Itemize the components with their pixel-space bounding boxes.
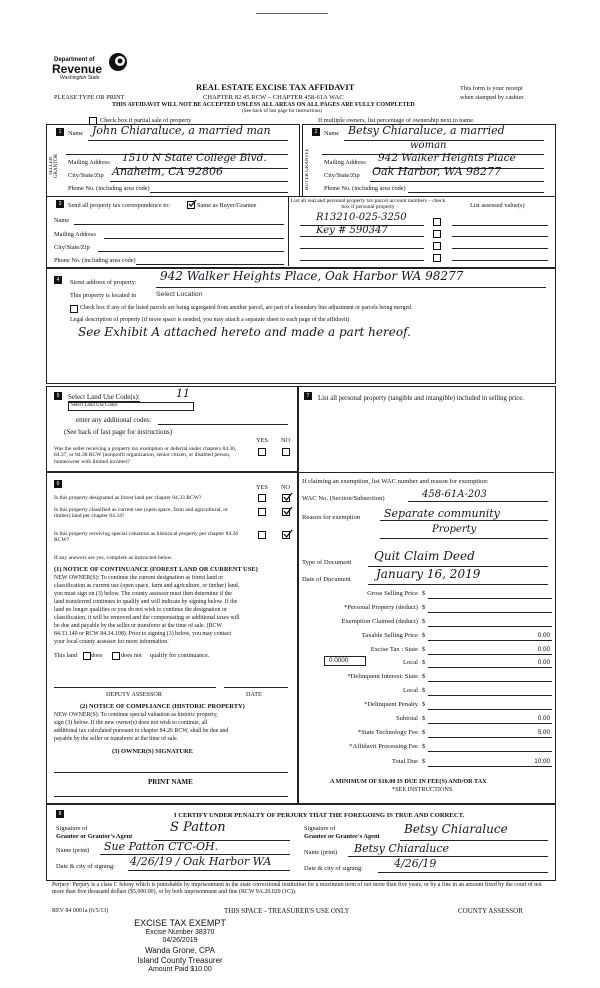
doc-date[interactable]: January 16, 2019 (376, 567, 481, 581)
tax-row-label: *Delinquent Interest: State (347, 673, 418, 680)
claim-exemption-label: If claiming an exemption, list WAC number and reason for exemption: (302, 478, 489, 485)
send-correspondence-label: Send all property tax correspondence to: (68, 202, 170, 209)
forest-q2: Is this property classified as current use (open space, farm and agricultural, or timber) land per chapter 84.34? (54, 507, 228, 520)
minimum-due-note: A MINIMUM OF $10.00 IS DUE IN FEE(S) AND/OR TAX (330, 778, 487, 785)
segregated-label: Check box if any of the listed parcels are being segregated from another parcel, are part of a boundary line adjustment or parcels being merged. (80, 305, 413, 311)
currency-sign: $ (422, 715, 426, 722)
local-rate-box[interactable] (324, 656, 366, 666)
dept-line3: Washington State (60, 75, 100, 81)
forest-q1-no-checkbox[interactable] (282, 494, 290, 502)
grantor-print-name[interactable]: Sue Patton CTC-OH. (104, 840, 219, 853)
tax-row-label: *Delinquent Penalty (363, 701, 418, 708)
tax-row-value[interactable]: 0.00 (537, 715, 550, 722)
currency-sign: $ (422, 673, 426, 680)
form-chapter: CHAPTER 82.45 RCW – CHAPTER 458-61A WAC (203, 94, 344, 101)
personal-property-label: List all personal property (tangible and intangible) included in selling price. (318, 395, 524, 402)
notice1-line-4: land transferred continues to qualify and will indicate by signing below. If the (54, 599, 238, 605)
tax-row-label: Local (402, 659, 418, 666)
forest-yes: YES (256, 484, 268, 491)
currency-sign: $ (422, 729, 426, 736)
county-assessor-label: COUNTY ASSESSOR (458, 907, 523, 915)
tax-row-label: Local (402, 687, 418, 694)
notice1-line-7: be due and payable by the seller or transferor at the time of sale. (RCW (54, 623, 222, 629)
grantee-signature[interactable]: Betsy Chiaraluce (404, 822, 508, 836)
corr-city-label: City/State/Zip (54, 244, 90, 251)
forest-q2-yes-checkbox[interactable] (258, 508, 266, 516)
street-label: Street address of property: (70, 279, 137, 286)
tax-row-value[interactable]: 0.00 (537, 659, 550, 666)
forest-no: NO (281, 484, 291, 491)
currency-sign: $ (422, 743, 426, 750)
notice1-line-2: classification as current use (open space, farm and agriculture, or timber) land, (54, 583, 240, 589)
form-revision: REV 84 0001a (6/5/13) (52, 908, 109, 914)
grantor-date-city[interactable]: 4/26/19 / Oak Harbor WA (130, 855, 272, 868)
checkmark-icon (283, 492, 293, 502)
parcel-4-personal-checkbox[interactable] (433, 254, 441, 262)
legal-label: Legal description of property (if more space is needed, you may attach a separate sheet to each page of the affidavit) (70, 317, 350, 323)
notice1-line-1: NEW OWNER(S): To continue the current designation as forest land or (54, 575, 224, 581)
tax-row-value[interactable]: 10.00 (534, 758, 550, 765)
land-use-label: Select Land Use Code(s): (68, 393, 140, 401)
seller-phone-label: Phone No. (including area code) (68, 185, 150, 192)
sig-grantor-label1: Signature of (56, 825, 88, 832)
certify-statement: I CERTIFY UNDER PENALTY OF PERJURY THAT THE FOREGOING IS TRUE AND CORRECT. (174, 812, 465, 819)
checkmark-icon (188, 199, 197, 208)
tax-row-label: *Affidavit Processing Fee (349, 743, 418, 750)
this-land-label: This land (54, 652, 78, 659)
deputy-assessor-label: DEPUTY ASSESSOR (106, 691, 162, 698)
parcel-2-personal-checkbox[interactable] (433, 230, 441, 238)
land-use-yes: YES (256, 437, 268, 444)
doc-type[interactable]: Quit Claim Deed (374, 549, 475, 563)
parcel-3-personal-checkbox[interactable] (433, 242, 441, 250)
form-warning: THIS AFFIDAVIT WILL NOT BE ACCEPTED UNLESS ALL AREAS ON ALL PAGES ARE FULLY COMPLETED (112, 102, 415, 108)
treasurer-stamp (120, 918, 240, 980)
form-instructions: (See back of last page for instructions) (242, 108, 323, 114)
currency-sign: $ (422, 632, 426, 639)
perjury-note: Perjury: Perjury is a class C felony which is punishable by imprisonment in the state correctional institution for a maximum term of not more than five years, or by a fine in an amount fixed by the court of not more than five thousand dollars ($5,000.00), or by both imprisonment and fine (RCW 9A.20.020 (1C)). (52, 882, 542, 895)
seller-mailing[interactable]: 1510 N State College Blvd. (122, 152, 267, 164)
see-instructions-note: *SEE INSTRUCTIONS (392, 786, 453, 793)
notice2-line-3: additional tax calculated pursuant to chapter 84.26 RCW, shall be due and (54, 728, 229, 734)
segregated-checkbox[interactable] (70, 305, 78, 313)
notice2-line-4: payable by the seller or transferor at the time of sale. (54, 736, 179, 742)
seller-name[interactable]: John Chiaraluce, a married man (92, 124, 271, 137)
buyer-mailing[interactable]: 942 Walker Heights Place (378, 152, 516, 164)
buyer-mailing-label: Mailing Address (324, 159, 366, 166)
seller-mailing-label: Mailing Address (68, 159, 110, 166)
currency-sign: $ (422, 758, 426, 765)
tax-row-label: Exemption Claimed (deduct) (341, 618, 418, 625)
reason-line1[interactable]: Separate community (384, 507, 500, 520)
wac-label: WAC No. (Section/Subsection) (302, 495, 385, 502)
tax-row-value[interactable]: 0.00 (537, 646, 550, 653)
does-label: does (91, 652, 103, 659)
see-back-label: (See back of last page for instructions) (64, 428, 173, 436)
forest-q1-yes-checkbox[interactable] (258, 494, 266, 502)
tax-row-label: Subtotal (396, 715, 418, 722)
stamp-line4: Wanda Grone, CPA (145, 946, 215, 955)
additional-codes-label: enter any additional codes: (76, 416, 152, 424)
currency-sign: $ (422, 687, 426, 694)
same-as-buyer-checkbox[interactable] (187, 201, 195, 209)
exemption-question: Was the seller receiving a property tax exemption or deferral under chapters 84.36, 84.37, or 84.38 RCW (nonprofit organization, senior citizen, or disabled person, homeowner with limited income)? (54, 446, 237, 465)
currency-sign: $ (422, 590, 426, 597)
tax-row-value[interactable]: 5.00 (537, 729, 550, 736)
buyer-name-line2[interactable]: woman (410, 140, 447, 151)
tax-row-value[interactable]: 0.00 (537, 632, 550, 639)
parcel-number-2[interactable]: Key # 590347 (316, 225, 388, 236)
department-logo (52, 50, 132, 88)
tax-row-label: *State Technology Fee (357, 729, 418, 736)
tax-row-label: Taxable Selling Price (361, 632, 418, 639)
checkmark-icon (283, 506, 293, 516)
parcel-header: List all real and personal property tax parcel account numbers – check box if personal property (290, 198, 446, 211)
parcel-1-personal-checkbox[interactable] (433, 218, 441, 226)
legal-description[interactable]: See Exhibit A attached hereto and made a part hereof. (78, 325, 411, 339)
doc-type-label: Type of Document (302, 559, 352, 566)
section-7-number: 7 (304, 392, 312, 400)
notice1-line-3: you must sign on (3) below. The county assessor must then determine if the (54, 591, 232, 597)
grantee-date[interactable]: 4/26/19 (394, 857, 437, 870)
grantee-date-label: Date & city of signing: (304, 865, 363, 872)
seller-side-label: SELLER GRANTOR (49, 153, 59, 179)
grantee-print-label: Name (print) (304, 849, 338, 856)
notice2-line-2: sign (3) below. If the new owner(s) does not wish to continue, all (54, 720, 208, 726)
notice1-line-5: land no longer qualifies or you do not wish to continue the designation or (54, 607, 227, 613)
seller-name-label: Name (68, 130, 84, 137)
seller-city-label: City/State/Zip (68, 172, 104, 179)
deputy-date-label: DATE (246, 691, 262, 698)
section-1-number: 1 (56, 128, 64, 136)
tax-row-label: Excise Tax : State (370, 646, 418, 653)
section-3-number: 3 (56, 200, 64, 208)
form-title: REAL ESTATE EXCISE TAX AFFIDAVIT (196, 82, 355, 92)
forest-q2-no-checkbox[interactable] (282, 508, 290, 516)
location-select[interactable]: Select Location (156, 291, 203, 298)
seller-city[interactable]: Anaheim, CA 92806 (112, 165, 223, 178)
currency-sign: $ (422, 659, 426, 666)
corr-name-label: Name (54, 217, 70, 224)
forest-q1: Is this property designated as forest land per chapter 84.33 RCW? (54, 495, 202, 501)
wac-number[interactable]: 458-61A-203 (422, 489, 487, 500)
does-not-label: does not (121, 652, 142, 659)
section-8-number: 8 (56, 810, 64, 818)
grantee-print-name[interactable]: Betsy Chiaraluce (354, 842, 450, 855)
stamp-line2: Excise Number 38370 (145, 929, 215, 936)
exemption-no-checkbox[interactable] (282, 448, 290, 456)
sig-grantee-label2: Grantee or Grantee's Agent (304, 833, 380, 840)
located-label: This property is located in (70, 292, 137, 299)
scan-mark (256, 13, 328, 14)
buyer-phone-label: Phone No. (including area code) (324, 185, 406, 192)
notice1-line-8: 84.33.140 or RCW 84.34.108). Prior to signing (3) below, you may contact (54, 631, 232, 637)
stamp-line6: Amount Paid $10.00 (148, 966, 212, 973)
land-use-select-label: Select Land Use Codes (71, 403, 118, 408)
cashier-note2: when stamped by cashier. (460, 94, 525, 101)
owner-signature-label: (3) OWNER(S) SIGNATURE (112, 748, 193, 755)
sig-grantee-label1: Signature of (304, 825, 336, 832)
qualify-label: qualify for continuance. (150, 652, 210, 659)
land-use-no: NO (281, 437, 291, 444)
parcel-number-1[interactable]: R13210-025-3250 (316, 212, 407, 223)
stamp-line3: 04/26/2019 (162, 937, 198, 944)
exemption-yes-checkbox[interactable] (258, 448, 266, 456)
notice2-line-1: NEW OWNER(S): To continue special valuation as historic property, (54, 712, 218, 718)
same-as-buyer-label: Same as Buyer/Grantee (197, 202, 257, 209)
please-type: PLEASE TYPE OR PRINT (54, 94, 125, 101)
dept-line2: Revenue (52, 62, 103, 76)
cashier-note1: This form is your receipt (460, 85, 523, 92)
department-logo-icon (108, 52, 128, 72)
dept-line1: Department of (54, 57, 95, 63)
reason-label: Reason for exemption (302, 514, 361, 521)
notice2-title: (2) NOTICE OF COMPLIANCE (HISTORIC PROPERTY) (80, 703, 245, 710)
buyer-city-label: City/State/Zip (324, 172, 360, 179)
section-2-number: 2 (312, 128, 320, 136)
land-use-code[interactable]: 11 (176, 387, 190, 400)
checkmark-icon (283, 529, 293, 539)
land-use-select[interactable] (68, 402, 194, 411)
forest-any-yes: If any answers are yes, complete as instructed below. (54, 555, 173, 561)
does-checkbox[interactable] (83, 652, 91, 660)
currency-sign: $ (422, 646, 426, 653)
currency-sign: $ (422, 604, 426, 611)
grantor-date-label: Date & city of signing: (56, 863, 115, 870)
section-5-number: 5 (54, 392, 62, 400)
tax-table (300, 590, 552, 770)
buyer-city[interactable]: Oak Harbor, WA 98277 (372, 165, 502, 178)
tax-row-label: *Personal Property (deduct) (344, 604, 418, 611)
section-4-number: 4 (54, 276, 62, 284)
print-name-label: PRINT NAME (148, 778, 193, 786)
doc-date-label: Date of Document (302, 576, 351, 583)
reason-line2[interactable]: Property (432, 524, 477, 535)
corr-mailing-label: Mailing Address (54, 231, 96, 238)
grantor-signature[interactable]: S Patton (170, 820, 226, 835)
partial-sale-label: Check box if partial sale of property (100, 117, 192, 124)
tax-row-label: Gross Selling Price (367, 590, 418, 597)
currency-sign: $ (422, 618, 426, 625)
tax-row-label: Total Due (391, 758, 418, 765)
notice1-line-6: classification, it will be removed and the compensating or additional taxes will (54, 615, 240, 621)
buyer-side-label: BUYER GRANTEE (305, 148, 310, 190)
buyer-name-line1[interactable]: Betsy Chiaraluce, a married (348, 124, 505, 137)
stamp-line5: Island County Treasurer (137, 956, 223, 965)
property-street[interactable]: 942 Walker Heights Place, Oak Harbor WA 98277 (160, 269, 464, 283)
does-not-checkbox[interactable] (112, 652, 120, 660)
assessed-header: List assessed value(s) (470, 202, 525, 209)
stamp-line1: EXCISE TAX EXEMPT (134, 918, 226, 928)
notice1-title: (1) NOTICE OF CONTINUANCE (FOREST LAND OR CURRENT USE) (54, 566, 258, 573)
grantor-print-label: Name (print) (56, 847, 90, 854)
sig-grantor-label2: Grantor or Grantor's Agent (56, 833, 133, 840)
notice1-line-9: your local county assessor for more information. (54, 639, 169, 645)
local-rate: 0.0000 (329, 657, 349, 664)
section-6-number: 6 (54, 480, 62, 488)
buyer-name-label: Name (324, 130, 340, 137)
treasurer-space-label: THIS SPACE - TREASURER'S USE ONLY (224, 907, 350, 915)
forest-q3: Is this property receiving special valuation as historical property per chapter 84.26 RCW? (54, 531, 239, 544)
forest-q3-yes-checkbox[interactable] (258, 531, 266, 539)
corr-phone-label: Phone No. (including area code) (54, 257, 136, 264)
currency-sign: $ (422, 701, 426, 708)
multiple-owners-note: If multiple owners, list percentage of ownership next to name. (318, 117, 475, 124)
forest-q3-no-checkbox[interactable] (282, 531, 290, 539)
